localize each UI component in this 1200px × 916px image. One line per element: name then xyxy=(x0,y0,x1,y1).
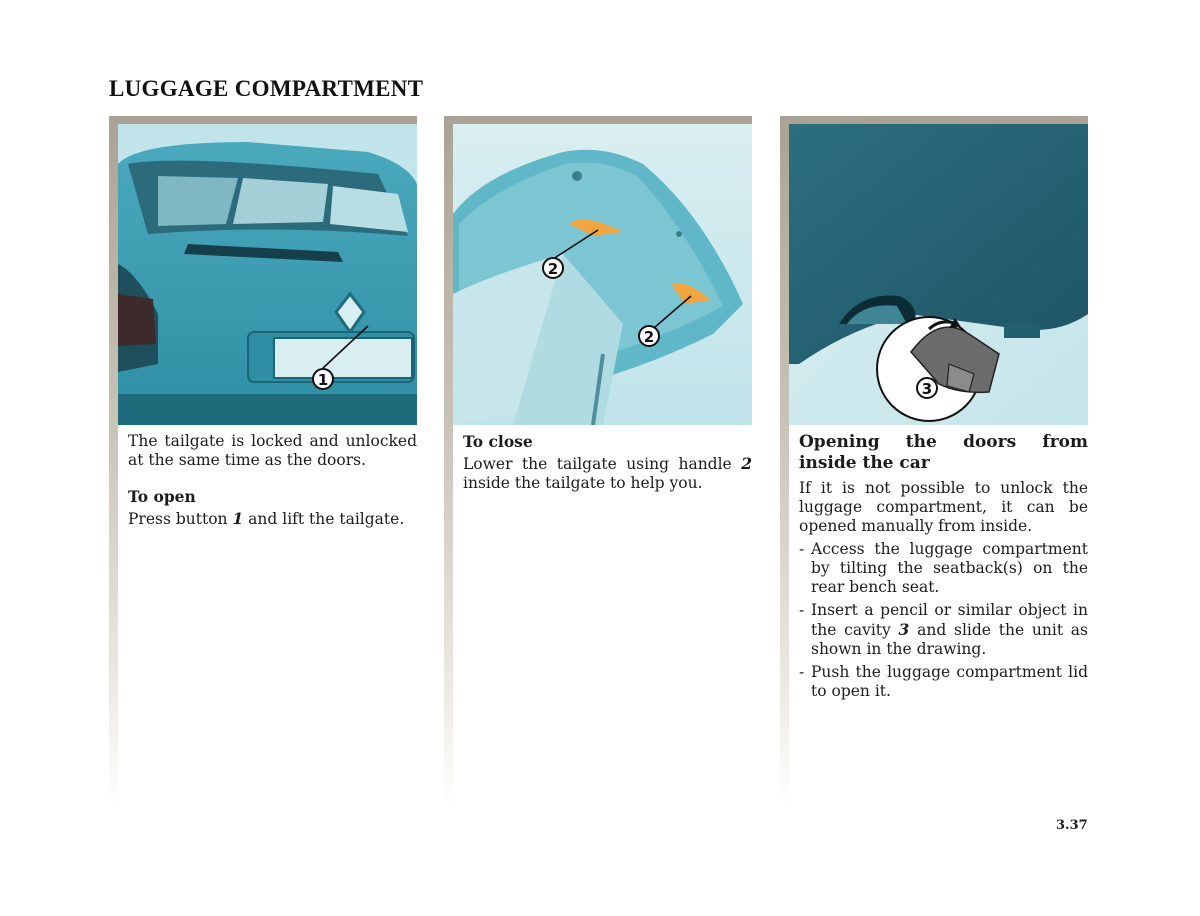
opening-from-inside-heading: Opening the doors from inside the car xyxy=(799,432,1088,473)
list-dash: - xyxy=(799,663,805,681)
intro-paragraph: The tailgate is locked and unlocked at the same time as the doors. xyxy=(128,432,417,469)
list-item xyxy=(799,601,1088,659)
body-text: Lower the tailgate using handle xyxy=(463,455,742,473)
column-3-text xyxy=(799,432,1088,705)
list-item-text: Push the luggage compartment lid to open it. xyxy=(811,663,1088,700)
to-open-subheading: To open xyxy=(128,487,196,506)
list-item xyxy=(799,663,1088,701)
to-open-paragraph xyxy=(128,509,417,529)
page-title: LUGGAGE COMPARTMENT xyxy=(109,76,424,101)
list-item-text: Insert a pencil or similar object in the cavity xyxy=(811,601,1088,639)
intro-paragraph: If it is not possible to unlock the luggage compartment, it can be opened manually from inside. xyxy=(799,479,1088,535)
list-item-text: and slide the unit as shown in the drawing. xyxy=(811,621,1089,658)
column-side-bar xyxy=(109,116,118,806)
column-top-bar xyxy=(444,116,752,124)
body-text: inside the tailgate to help you. xyxy=(463,474,703,492)
to-close-subheading: To close xyxy=(463,432,533,451)
callout-2-lower-label: 2 xyxy=(643,328,655,346)
callout-3-label: 3 xyxy=(921,380,933,398)
to-close-paragraph xyxy=(463,454,752,493)
tailgate-interior-photo xyxy=(453,124,752,425)
luggage-lid-interior-photo xyxy=(789,124,1088,425)
tailgate-exterior-photo xyxy=(118,124,417,425)
instruction-list xyxy=(799,540,1088,701)
callout-2-upper-label: 2 xyxy=(547,260,559,278)
column-close-tailgate xyxy=(444,116,752,806)
list-item xyxy=(799,540,1088,597)
cavity-reference: 3 xyxy=(898,620,910,639)
list-item-text: Access the luggage compartment by tilting the seatback(s) on the rear bench seat. xyxy=(811,540,1088,596)
page-number: 3.37 xyxy=(1056,818,1088,833)
list-dash: - xyxy=(799,540,805,558)
column-side-bar xyxy=(780,116,789,806)
column-2-text xyxy=(463,432,752,493)
handle-reference: 2 xyxy=(741,454,752,473)
body-text: and lift the tailgate. xyxy=(243,510,405,528)
button-reference: 1 xyxy=(232,509,244,528)
column-top-bar xyxy=(780,116,1088,124)
column-side-bar xyxy=(444,116,453,806)
column-open-from-inside xyxy=(780,116,1088,806)
column-open-tailgate xyxy=(109,116,417,806)
callout-1-label: 1 xyxy=(317,371,329,389)
column-top-bar xyxy=(109,116,417,124)
list-dash: - xyxy=(799,601,805,619)
body-text: Press button xyxy=(128,510,233,528)
column-1-text xyxy=(128,432,417,529)
